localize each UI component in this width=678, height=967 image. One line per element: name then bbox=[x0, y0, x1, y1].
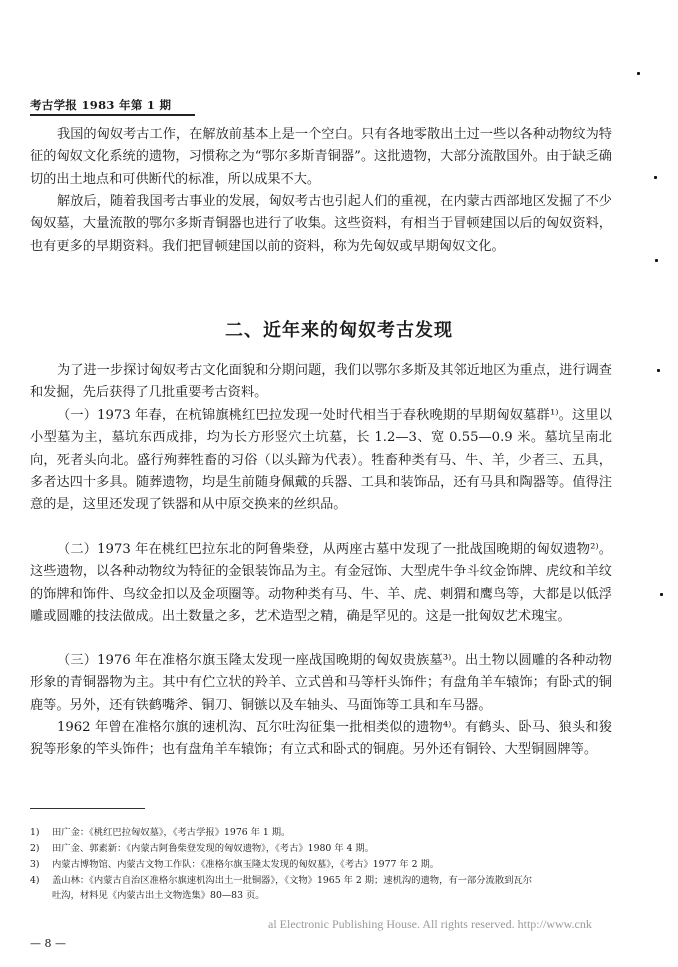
section-paragraph-2: （二）1973 年在桃红巴拉东北的阿鲁柴登，从两座古墓中发现了一批战国晚期的匈奴遗物²⁾。这些遗物，以各种动物纹为特征的金银装饰品为主。有金冠饰、大型虎牛争斗纹金饰牌、虎纹和羊纹的饰牌和饰件、鸟纹金扣以及金项圈等。动物种类有马、牛、羊、虎、刺猬和鹰鸟等，大都是以低浮雕或圆雕的技法做成。出土数量之多，艺术造型之精，确是罕见的。这是一批匈奴艺术瑰宝。 bbox=[30, 542, 612, 624]
scan-speck bbox=[654, 176, 657, 179]
scan-speck bbox=[657, 369, 660, 372]
footnote bbox=[30, 826, 630, 841]
footnote-text: 田广金、郭素新：《内蒙古阿鲁柴登发现的匈奴遗物》，《考古》1980 年 4 期。 bbox=[52, 843, 374, 854]
scan-speck bbox=[660, 593, 663, 596]
section-paragraph-3: （三）1976 年在准格尔旗玉隆太发现一座战国晚期的匈奴贵族墓³⁾。出土物以圆雕的各种动物形象的青铜器物为主。其中有伫立状的羚羊、立式兽和马等杆头饰件；有盘角羊车辕饰；有卧式的铜鹿等。另外，还有铁鹤嘴斧、铜刀、铜镞以及车轴头、马面饰等工具和车马器。 bbox=[30, 653, 612, 713]
footnote-text: 田广金：《桃红巴拉匈奴墓》，《考古学报》1976 年 1 期。 bbox=[52, 827, 291, 838]
page-number: — 8 — bbox=[30, 937, 66, 950]
intro-paragraph-2: 解放后，随着我国考古事业的发展，匈奴考古也引起人们的重视，在内蒙古西部地区发掘了不少匈奴墓，大量流散的鄂尔多斯青铜器也进行了收集。这些资料，有相当于冒顿建国以后的匈奴资料，也有更多的早期资料。我们把冒顿建国以前的资料，称为先匈奴或早期匈奴文化。 bbox=[30, 194, 612, 254]
footnote-continuation bbox=[30, 889, 630, 904]
footnote-rule bbox=[30, 808, 145, 809]
scan-speck bbox=[637, 72, 640, 75]
running-header: 考古学报 1983 年第 1 期 bbox=[30, 98, 172, 112]
footnote bbox=[30, 874, 630, 889]
footnote-number: 4) bbox=[30, 875, 40, 886]
footnote bbox=[30, 858, 630, 873]
intro-paragraph-1: 我国的匈奴考古工作，在解放前基本上是一个空白。只有各地零散出土过一些以各种动物纹为特征的匈奴文化系统的遗物，习惯称之为“鄂尔多斯青铜器”。这批遗物，大部分流散国外。由于缺乏确切的出土地点和可供断代的标准，所以成果不大。 bbox=[30, 127, 612, 187]
footnote-text: 吐沟，材料见《内蒙古出土文物选集》80—83 页。 bbox=[52, 890, 265, 901]
footnote-number: 3) bbox=[30, 859, 40, 870]
section-paragraph-1: （一）1973 年春，在杭锦旗桃红巴拉发现一处时代相当于春秋晚期的早期匈奴墓群¹⁾。这里以小型墓为主，墓坑东西成排，均为长方形竖穴土坑墓，长 1.2—3、宽 0.55—0.9 米。墓坑呈南北向，死者头向北。盛行殉葬牲畜的习俗（以头蹄为代表）。牲畜种类有马、牛、羊，少者三、五具，多者达四十多具。随葬遗物，均是生前随身佩戴的兵器、工具和装饰品，还有马具和陶器等。值得注意的是，这里还发现了铁器和从中原交换来的丝织品。 bbox=[30, 408, 612, 513]
watermark: al Electronic Publishing House. All rights reserved. http://www.cnk bbox=[268, 917, 592, 931]
footnote bbox=[30, 842, 630, 857]
section-paragraph-intro: 为了进一步探讨匈奴考古文化面貌和分期问题，我们以鄂尔多斯及其邻近地区为重点，进行调查和发掘，先后获得了几批重要考古资料。 bbox=[30, 363, 612, 401]
footnote-text: 盖山林：《内蒙古自治区准格尔旗速机沟出土一批铜器》，《文物》1965 年 2 期；速机沟的遗物，有一部分流散到瓦尔 bbox=[52, 875, 533, 886]
header-rule bbox=[30, 114, 195, 116]
footnote-number: 2) bbox=[30, 843, 40, 854]
footnote-number: 1) bbox=[30, 827, 40, 838]
section-title: 二、近年来的匈奴考古发现 bbox=[225, 320, 453, 341]
footnote-text: 内蒙古博物馆、内蒙古文物工作队：《准格尔旗玉隆太发现的匈奴墓》，《考古》1977 年 2 期。 bbox=[52, 859, 440, 870]
scan-speck bbox=[655, 259, 658, 262]
section-paragraph-4: 1962 年曾在准格尔旗的速机沟、瓦尔吐沟征集一批相类似的遗物⁴⁾。有鹤头、卧马、狼头和狻猊等形象的竿头饰件；也有盘角羊车辕饰；有立式和卧式的铜鹿。另外还有铜铃、大型铜圆牌等。 bbox=[30, 720, 612, 758]
